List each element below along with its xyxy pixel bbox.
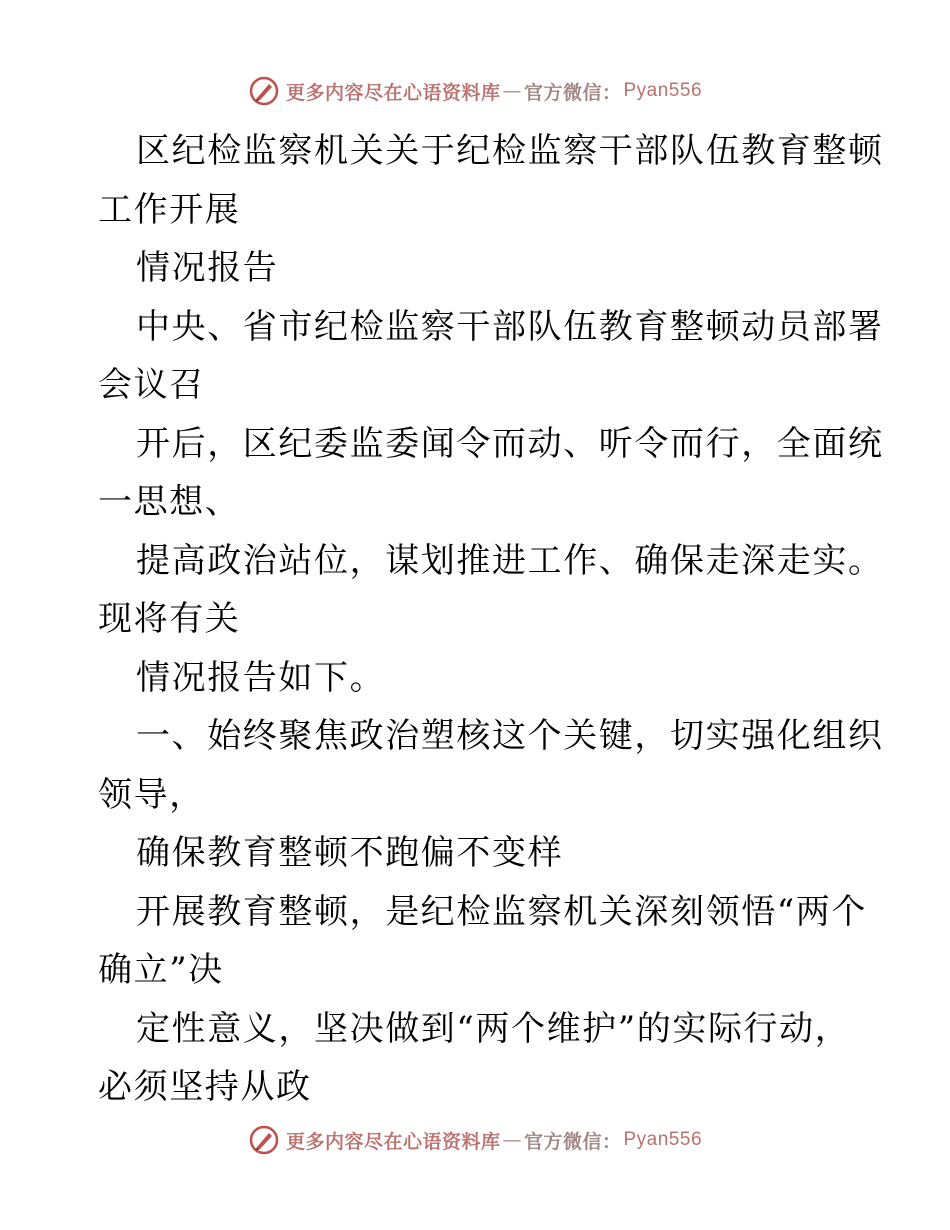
pen-logo-icon xyxy=(248,1124,280,1156)
pen-logo-icon xyxy=(248,75,280,107)
section-heading-line: 一、始终聚焦政治塑核这个关键，切实强化组织 xyxy=(136,716,884,756)
section-heading-line: 领导， xyxy=(98,774,205,815)
section-heading-line: 确保教育整顿不跑偏不变样 xyxy=(136,833,564,873)
watermark-main-text: 更多内容尽在心语资料库 xyxy=(285,81,501,104)
watermark-main-text: 更多内容尽在心语资料库 xyxy=(285,1130,501,1153)
paragraph-line: 开展教育整顿，是纪检监察机关深刻领悟“两个 xyxy=(136,891,867,932)
paragraph-line: 会议召 xyxy=(98,365,205,405)
paragraph-line: 中央、省市纪检监察干部队伍教育整顿动员部署 xyxy=(136,306,884,347)
paragraph-line: 必须坚持从政 xyxy=(98,1067,312,1107)
footer-watermark xyxy=(0,1120,950,1160)
header-watermark xyxy=(0,71,950,111)
paragraph-line: 提高政治站位，谋划推进工作、确保走深走实。 xyxy=(136,540,884,581)
watermark-dash: — xyxy=(502,1129,522,1151)
watermark-sub-text: 官方微信： xyxy=(523,1130,622,1153)
watermark-sub-text: 官方微信： xyxy=(523,81,622,104)
watermark-id: Pyan556 xyxy=(623,80,703,101)
paragraph-line: 定性意义，坚决做到“两个维护”的实际行动， xyxy=(136,1008,851,1049)
paragraph-line: 现将有关 xyxy=(98,599,241,639)
title-line-2: 工作开展 xyxy=(98,189,241,230)
paragraph-line: 开后，区纪委监委闻令而动、听令而行，全面统 xyxy=(136,423,884,464)
title-line-3: 情况报告 xyxy=(136,248,279,288)
paragraph-line: 确立”决 xyxy=(98,950,224,990)
title-line-1: 区纪检监察机关关于纪检监察干部队伍教育整顿 xyxy=(136,131,884,171)
watermark-dash: — xyxy=(502,80,522,102)
paragraph-line: 情况报告如下。 xyxy=(136,657,386,698)
watermark-id: Pyan556 xyxy=(623,1129,703,1150)
paragraph-line: 一思想、 xyxy=(98,482,241,522)
document-body xyxy=(98,122,884,1117)
